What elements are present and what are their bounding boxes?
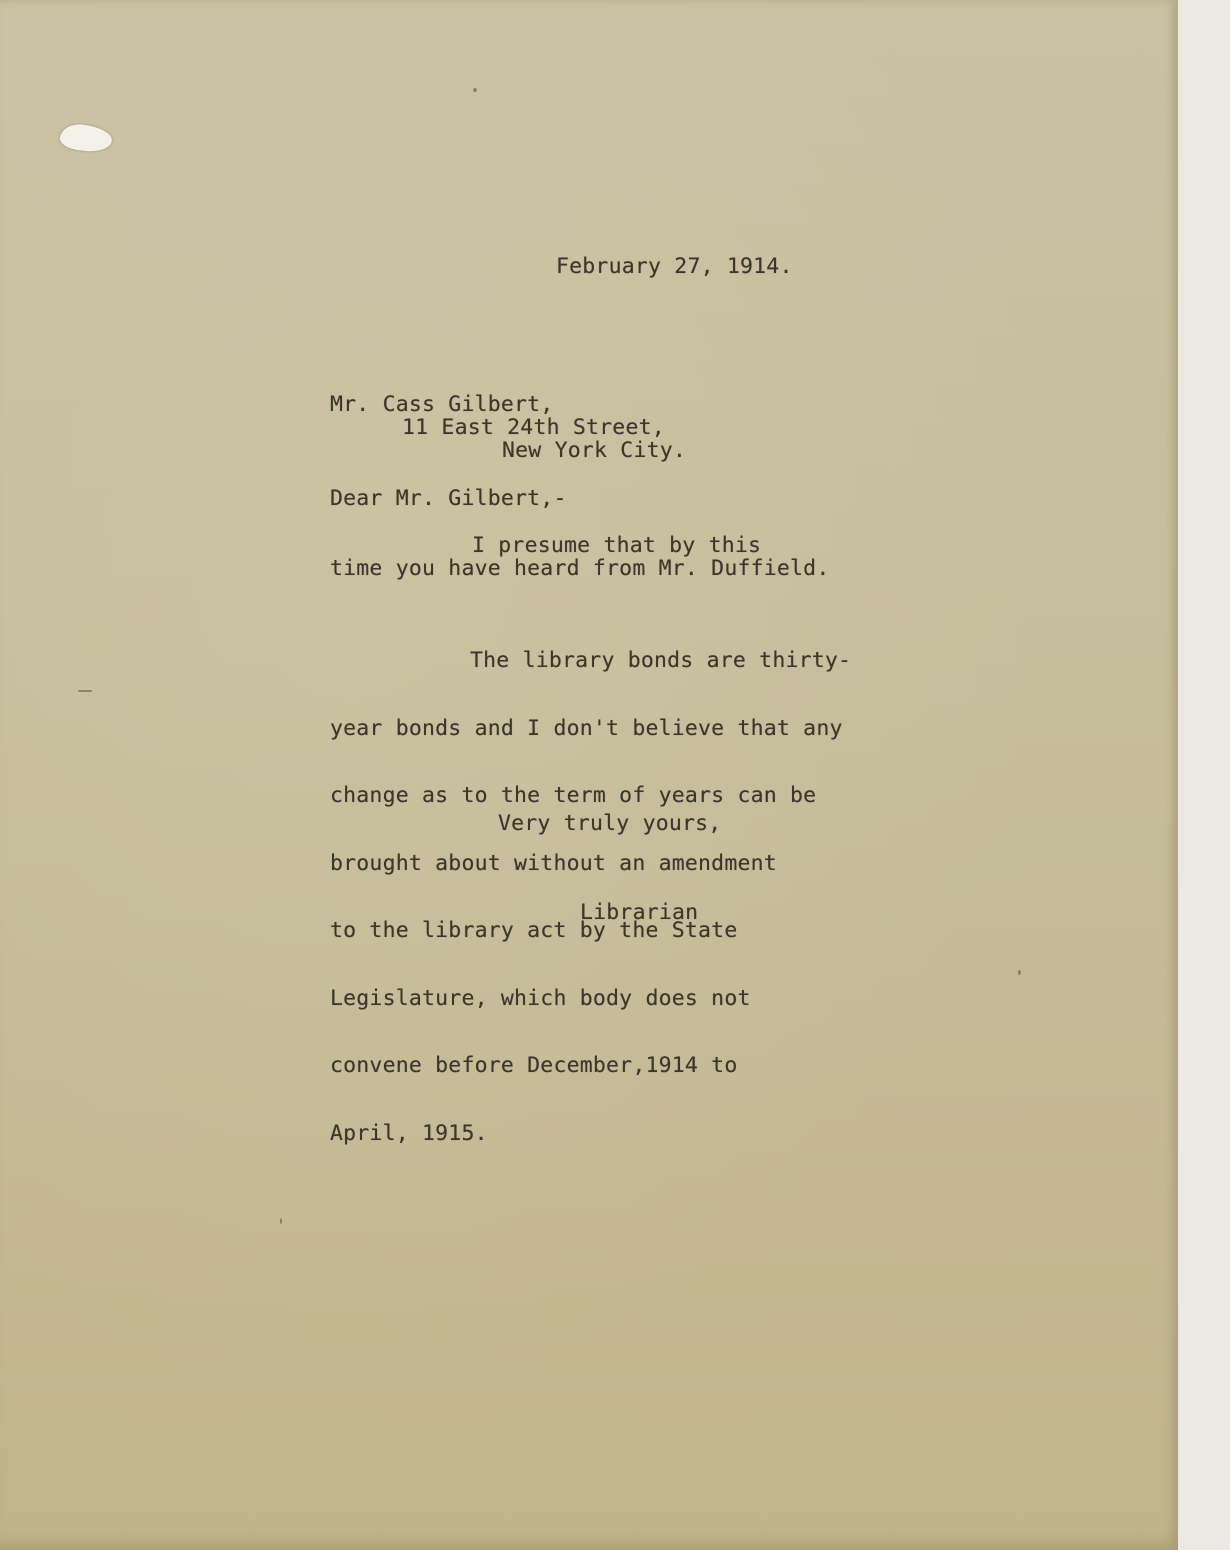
signature-title: Librarian [580, 900, 699, 925]
paragraph-1-line-1: I presume that by this [472, 533, 762, 558]
paragraph-2-line: year bonds and I don't believe that any [330, 715, 843, 741]
paragraph-2-line: convene before December,1914 to [330, 1053, 738, 1078]
recipient-street: 11 East 24th Street, [402, 415, 665, 440]
paper-speck [1018, 970, 1021, 975]
closing: Very truly yours, [498, 811, 722, 836]
scan-background [1178, 0, 1230, 1550]
paragraph-1-line-2: time you have heard from Mr. Duffield. [330, 556, 830, 581]
paragraph-2-line: to the library act by the State [330, 918, 738, 943]
letter-date: February 27, 1914. [556, 254, 793, 279]
paragraph-2-line: April, 1915. [330, 1120, 488, 1146]
salutation: Dear Mr. Gilbert,- [330, 486, 567, 511]
paragraph-2-line: change as to the term of years can be [330, 783, 817, 808]
paper-speck [78, 690, 92, 692]
paper-speck [473, 88, 477, 92]
paragraph-2-line: brought about without an amendment [330, 850, 777, 876]
recipient-name: Mr. Cass Gilbert, [330, 392, 554, 417]
paragraph-2 [330, 605, 851, 1190]
recipient-city: New York City. [502, 438, 687, 463]
paragraph-2-line: The library bonds are thirty- [470, 648, 852, 673]
punch-hole [59, 122, 113, 153]
paper-speck [280, 1218, 282, 1224]
page-bottom-edge [0, 1528, 1178, 1550]
paragraph-2-line: Legislature, which body does not [330, 985, 751, 1011]
